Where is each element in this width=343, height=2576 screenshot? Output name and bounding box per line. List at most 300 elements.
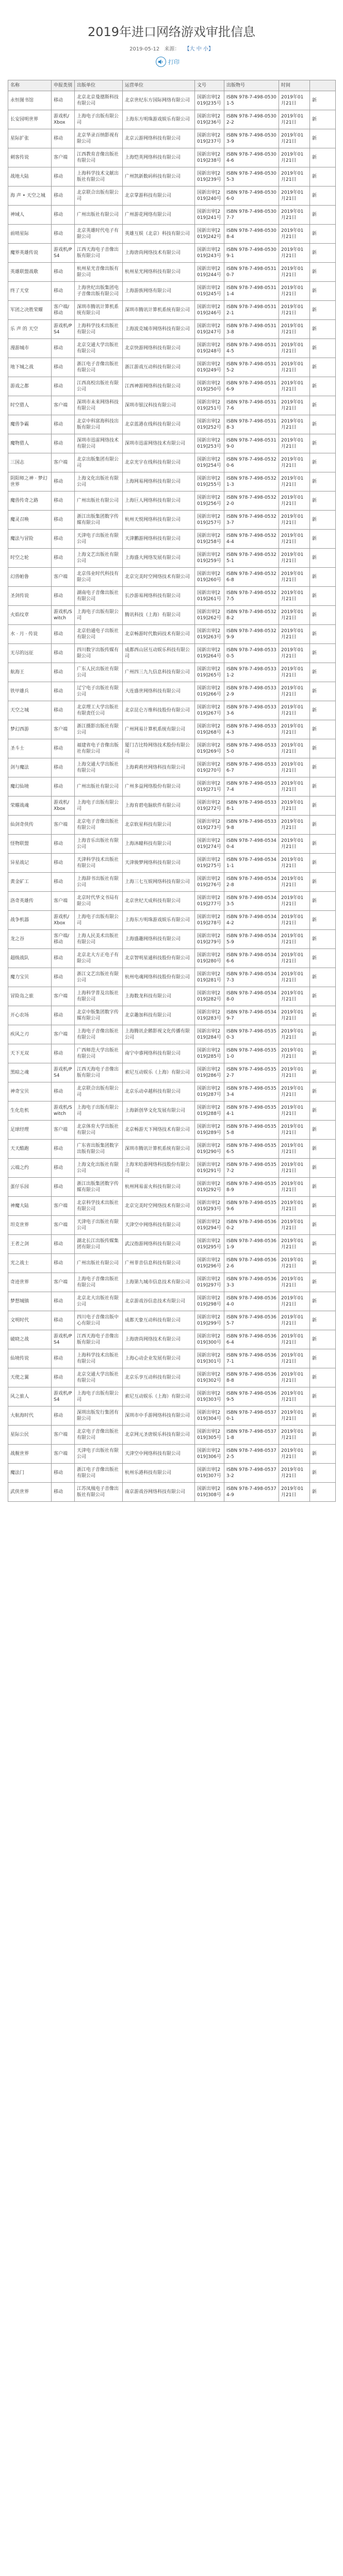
cell-category: 移动 (52, 949, 75, 968)
cell-category: 客户端/移动 (52, 930, 75, 949)
cell-publisher: 深圳出版发行集团有限公司 (75, 1406, 123, 1426)
cell-publisher: 北京交通大学出版社有限公司 (75, 339, 123, 358)
cell-name: 洛奇英雄传 (8, 892, 52, 911)
cell-date: 2019年01月21日 (279, 320, 310, 339)
table-row (8, 1159, 336, 1178)
cell-operator: 南京游戏谷网络科技有限公司 (123, 1483, 195, 1502)
cell-publisher: 浙江出版集团数字传媒有限公司 (75, 511, 123, 530)
cell-operator: 上海巨人网络科技有限公司 (123, 492, 195, 511)
cell-category: 移动 (52, 282, 75, 301)
table-row (8, 1063, 336, 1082)
cell-tag: 新 (310, 968, 336, 987)
cell-operator: 北京智明星通科技股份有限公司 (123, 949, 195, 968)
table-row (8, 1464, 336, 1483)
cell-tag: 新 (310, 1445, 336, 1464)
cell-operator: 上海新创华文化发展有限公司 (123, 1101, 195, 1121)
cell-operator: 天津空中网络科技有限公司 (123, 1216, 195, 1235)
table-row (8, 1387, 336, 1406)
cell-tag: 新 (310, 1311, 336, 1330)
cell-operator: 上海恺英网络科技有限公司 (123, 148, 195, 167)
cell-doc-no: 国新出审[2019]274号 (195, 835, 224, 854)
cell-publisher: 上海电子出版有限公司 (75, 796, 123, 816)
cell-tag: 新 (310, 758, 336, 777)
table-row (8, 606, 336, 625)
cell-operator: 北京掌游科技有限公司 (123, 187, 195, 206)
cell-publisher: 四川电子音像出版中心有限公司 (75, 1311, 123, 1330)
cell-date: 2019年01月21日 (279, 587, 310, 606)
cell-tag: 新 (310, 1273, 336, 1292)
cell-publisher: 北京中版集团数字传媒有限公司 (75, 1006, 123, 1025)
cell-operator: 北京云游网络科技有限公司 (123, 129, 195, 148)
cell-name: 神奇宝贝 (8, 1082, 52, 1101)
cell-operator: 上海育碧电脑软件有限公司 (123, 796, 195, 816)
cell-operator: 上海心动企业发展有限公司 (123, 1349, 195, 1368)
table-row (8, 1426, 336, 1445)
cell-category: 移动 (52, 777, 75, 796)
cell-tag: 新 (310, 796, 336, 816)
table-row (8, 148, 336, 167)
table-row (8, 320, 336, 339)
cell-date: 2019年01月21日 (279, 816, 310, 835)
cell-doc-no: 国新出审[2019]246号 (195, 301, 224, 320)
cell-name: 终了天堂 (8, 282, 52, 301)
cell-isbn: ISBN 978-7-498-05323-7 (224, 511, 279, 530)
cell-tag: 新 (310, 701, 336, 720)
cell-doc-no: 国新出审[2019]273号 (195, 816, 224, 835)
cell-name: 仙剑奇侠传 (8, 816, 52, 835)
table-row (8, 263, 336, 282)
cell-doc-no: 国新出审[2019]296号 (195, 1254, 224, 1273)
cell-name: 开心农场 (8, 1006, 52, 1025)
cell-tag: 新 (310, 1044, 336, 1063)
cell-doc-no: 国新出审[2019]286号 (195, 1063, 224, 1082)
cell-tag: 新 (310, 358, 336, 377)
cell-operator: 北京光宇在线科技有限公司 (123, 453, 195, 472)
cell-isbn: ISBN 978-7-498-05305-3 (224, 167, 279, 187)
cell-isbn: ISBN 978-7-498-05366-4 (224, 1330, 279, 1349)
cell-operator: 上海网易网络科技有限公司 (123, 472, 195, 492)
table-row (8, 415, 336, 434)
cell-name: 怪物联盟 (8, 835, 52, 854)
cell-doc-no: 国新出审[2019]250号 (195, 377, 224, 396)
cell-category: 移动 (52, 1292, 75, 1311)
publish-date: 2019-05-12 (129, 46, 160, 52)
cell-name: 文明时代 (8, 1311, 52, 1330)
cell-isbn: ISBN 978-7-498-05346-6 (224, 949, 279, 968)
cell-isbn: ISBN 978-7-498-05309-1 (224, 244, 279, 263)
cell-doc-no: 国新出审[2019]295号 (195, 1235, 224, 1254)
cell-operator: 北京游戏谷信息技术有限公司 (123, 1292, 195, 1311)
cell-publisher: 北京联合出版有限公司 (75, 1082, 123, 1101)
cell-isbn: ISBN 978-7-498-05312-1 (224, 301, 279, 320)
cell-name: 云端之约 (8, 1159, 52, 1178)
cell-category: 移动 (52, 263, 75, 282)
table-row (8, 1292, 336, 1311)
cell-doc-no: 国新出审[2019]272号 (195, 796, 224, 816)
cell-date: 2019年01月21日 (279, 1178, 310, 1197)
cell-category: 移动 (52, 835, 75, 854)
cell-category: 客户端 (52, 396, 75, 415)
cell-name: 星际公民 (8, 1426, 52, 1445)
table-row (8, 587, 336, 606)
cell-tag: 新 (310, 644, 336, 663)
cell-date: 2019年01月21日 (279, 1216, 310, 1235)
cell-isbn: ISBN 978-7-498-05348-0 (224, 987, 279, 1006)
cell-tag: 新 (310, 434, 336, 453)
cell-isbn: ISBN 978-7-498-05363-3 (224, 1273, 279, 1292)
cell-operator: 北京完美时空网络技术有限公司 (123, 1197, 195, 1216)
cell-category: 游戏机/PS4 (52, 1387, 75, 1406)
cell-date: 2019年01月21日 (279, 167, 310, 187)
cell-doc-no: 国新出审[2019]297号 (195, 1273, 224, 1292)
cell-name: 长安园明世界 (8, 110, 52, 129)
cell-date: 2019年01月21日 (279, 720, 310, 739)
cell-date: 2019年01月21日 (279, 1121, 310, 1140)
cell-isbn: ISBN 978-7-498-05351-0 (224, 1044, 279, 1063)
table-row (8, 511, 336, 530)
cell-category: 游戏机/Xbox (52, 796, 75, 816)
cell-isbn: ISBN 978-7-498-05340-4 (224, 835, 279, 854)
cell-publisher: 辽宁电子出版社有限公司 (75, 682, 123, 701)
cell-name: 光之战士 (8, 1254, 52, 1273)
table-row (8, 949, 336, 968)
print-control[interactable] (156, 57, 179, 67)
cell-name: 乐 声 的 天空 (8, 320, 52, 339)
cell-name: 时空猎人 (8, 396, 52, 415)
cell-tag: 新 (310, 320, 336, 339)
cell-name: 水 · 月 · 传说 (8, 625, 52, 644)
cell-date: 2019年01月21日 (279, 110, 310, 129)
cell-name: 天下无双 (8, 1044, 52, 1063)
cell-name: 神魔大陆 (8, 1197, 52, 1216)
cell-date: 2019年01月21日 (279, 1006, 310, 1025)
cell-operator: 深圳市迅雷网络技术有限公司 (123, 434, 195, 453)
font-size-toggle[interactable]: 【大 中 小】 (184, 46, 214, 52)
table-row (8, 492, 336, 511)
cell-date: 2019年01月21日 (279, 339, 310, 358)
cell-doc-no: 国新出审[2019]279号 (195, 930, 224, 949)
cell-doc-no: 国新出审[2019]257号 (195, 511, 224, 530)
cell-date: 2019年01月21日 (279, 568, 310, 587)
cell-name: 前哨星际 (8, 225, 52, 244)
cell-name: 魔兽争霸 (8, 415, 52, 434)
cell-date: 2019年01月21日 (279, 949, 310, 968)
cell-publisher: 广州出版社有限公司 (75, 492, 123, 511)
cell-date: 2019年01月21日 (279, 91, 310, 110)
article-meta (0, 44, 343, 52)
cell-name: 魔物猎人 (8, 434, 52, 453)
cell-operator: 上海盛趣网络科技有限公司 (123, 930, 195, 949)
cell-category: 移动 (52, 854, 75, 873)
speaker-icon[interactable] (156, 57, 166, 67)
cell-date: 2019年01月21日 (279, 358, 310, 377)
cell-tag: 新 (310, 1330, 336, 1349)
cell-tag: 新 (310, 263, 336, 282)
cell-tag: 新 (310, 187, 336, 206)
cell-isbn: ISBN 978-7-498-05328-2 (224, 606, 279, 625)
cell-isbn: ISBN 978-7-498-05357-2 (224, 1159, 279, 1178)
cell-isbn: ISBN 978-7-498-05341-1 (224, 854, 279, 873)
cell-publisher: 北京伟业时代科技有限公司 (75, 568, 123, 587)
cell-name: 战地大陆 (8, 167, 52, 187)
cell-doc-no: 国新出审[2019]270号 (195, 758, 224, 777)
cell-date: 2019年01月21日 (279, 187, 310, 206)
cell-name: 圣斗士 (8, 739, 52, 758)
table-row (8, 187, 336, 206)
cell-category: 移动 (52, 1368, 75, 1387)
cell-category: 移动 (52, 1006, 75, 1025)
cell-date: 2019年01月21日 (279, 739, 310, 758)
cell-doc-no: 国新出审[2019]261号 (195, 587, 224, 606)
cell-isbn: ISBN 978-7-498-05325-1 (224, 549, 279, 568)
table-row (8, 358, 336, 377)
cell-publisher: 北京体育大学出版社有限公司 (75, 1121, 123, 1140)
cell-date: 2019年01月21日 (279, 1063, 310, 1082)
cell-doc-no: 国新出审[2019]288号 (195, 1101, 224, 1121)
source-label: 来源： (164, 46, 180, 52)
cell-doc-no: 国新出审[2019]256号 (195, 492, 224, 511)
header-name: 名称 (8, 80, 52, 91)
cell-publisher: 广西师范大学出版社有限公司 (75, 1044, 123, 1063)
cell-category: 客户端 (52, 720, 75, 739)
cell-doc-no: 国新出审[2019]267号 (195, 701, 224, 720)
cell-tag: 新 (310, 930, 336, 949)
table-row (8, 1483, 336, 1502)
cell-date: 2019年01月21日 (279, 206, 310, 225)
cell-isbn: ISBN 978-7-498-05350-3 (224, 1025, 279, 1044)
cell-operator: 上海腾讯企鹅影视文化传播有限公司 (123, 1025, 195, 1044)
cell-date: 2019年01月21日 (279, 129, 310, 148)
cell-publisher: 天津电子出版社有限公司 (75, 1216, 123, 1235)
cell-operator: 上海波克城市网络科技有限公司 (123, 320, 195, 339)
cell-category: 移动 (52, 1159, 75, 1178)
cell-operator: 上海莉莉丝网络科技有限公司 (123, 758, 195, 777)
cell-publisher: 上海音乐出版社有限公司 (75, 835, 123, 854)
cell-doc-no: 国新出审[2019]271号 (195, 777, 224, 796)
cell-isbn: ISBN 978-7-498-05358-9 (224, 1178, 279, 1197)
cell-publisher: 北京时代华文书局有限公司 (75, 892, 123, 911)
cell-doc-no: 国新出审[2019]243号 (195, 244, 224, 263)
cell-category: 移动 (52, 625, 75, 644)
cell-category: 移动 (52, 129, 75, 148)
cell-publisher: 北京电子音像出版社有限公司 (75, 816, 123, 835)
cell-doc-no: 国新出审[2019]302号 (195, 1368, 224, 1387)
cell-tag: 新 (310, 1197, 336, 1216)
table-row (8, 206, 336, 225)
cell-category: 移动 (52, 1464, 75, 1483)
cell-publisher: 北京北大方正电子有限公司 (75, 949, 123, 968)
cell-publisher: 上海辞书出版社有限公司 (75, 873, 123, 892)
cell-operator: 北京昆仑万维科技股份有限公司 (123, 701, 195, 720)
cell-publisher: 深圳市未来网络科技有限公司 (75, 396, 123, 415)
cell-doc-no: 国新出审[2019]245号 (195, 282, 224, 301)
cell-tag: 新 (310, 606, 336, 625)
table-row (8, 434, 336, 453)
cell-tag: 新 (310, 148, 336, 167)
cell-category: 移动 (52, 339, 75, 358)
cell-doc-no: 国新出审[2019]298号 (195, 1292, 224, 1311)
cell-date: 2019年01月21日 (279, 225, 310, 244)
cell-tag: 新 (310, 587, 336, 606)
cell-publisher: 上海交通大学出版社有限公司 (75, 758, 123, 777)
cell-name: 天天酷跑 (8, 1140, 52, 1159)
print-label[interactable]: 打印 (168, 59, 179, 65)
cell-publisher: 上海人民美术出版社有限公司 (75, 930, 123, 949)
cell-isbn: ISBN 978-7-498-05349-7 (224, 1006, 279, 1025)
cell-isbn: ISBN 978-7-498-05339-8 (224, 816, 279, 835)
table-row (8, 911, 336, 930)
cell-date: 2019年01月21日 (279, 1445, 310, 1464)
cell-isbn: ISBN 978-7-498-05316-9 (224, 377, 279, 396)
cell-name: 魔兽传奇之路 (8, 492, 52, 511)
table-row (8, 1025, 336, 1044)
cell-tag: 新 (310, 1483, 336, 1502)
cell-date: 2019年01月21日 (279, 854, 310, 873)
cell-operator: 上海东方明珠游戏娱乐有限公司 (123, 911, 195, 930)
cell-tag: 新 (310, 1235, 336, 1254)
cell-category: 移动 (52, 1254, 75, 1273)
cell-operator: 深圳市腾讯计算机系统有限公司 (123, 301, 195, 320)
cell-tag: 新 (310, 225, 336, 244)
cell-date: 2019年01月21日 (279, 415, 310, 434)
cell-isbn: ISBN 978-7-498-05303-9 (224, 129, 279, 148)
cell-doc-no: 国新出审[2019]305号 (195, 1426, 224, 1445)
cell-category: 移动 (52, 511, 75, 530)
cell-publisher: 江苏凤凰电子音像出版社有限公司 (75, 1483, 123, 1502)
cell-category: 移动 (52, 434, 75, 453)
cell-name: 航海王 (8, 663, 52, 682)
cell-doc-no: 国新出审[2019]236号 (195, 110, 224, 129)
cell-date: 2019年01月21日 (279, 282, 310, 301)
cell-publisher: 浙江出版集团数字传媒有限公司 (75, 1178, 123, 1197)
cell-name: 魔力宝贝 (8, 968, 52, 987)
cell-operator: 上海唐尚网络技术有限公司 (123, 1330, 195, 1349)
cell-name: 坦克世界 (8, 1216, 52, 1235)
cell-category: 移动 (52, 682, 75, 701)
cell-tag: 新 (310, 549, 336, 568)
cell-date: 2019年01月21日 (279, 968, 310, 987)
cell-doc-no: 国新出审[2019]247号 (195, 320, 224, 339)
cell-publisher: 浙江摄影出版社有限公司 (75, 720, 123, 739)
cell-isbn: ISBN 978-7-498-05302-2 (224, 110, 279, 129)
cell-date: 2019年01月21日 (279, 1483, 310, 1502)
cell-tag: 新 (310, 1159, 336, 1178)
table-row (8, 453, 336, 472)
header-isbn: 出版物号 (224, 80, 279, 91)
cell-publisher: 北京北京曼德斯科技有限公司 (75, 91, 123, 110)
cell-isbn: ISBN 978-7-498-05370-1 (224, 1406, 279, 1426)
cell-isbn: ISBN 978-7-498-05364-0 (224, 1292, 279, 1311)
cell-category: 移动 (52, 167, 75, 187)
cell-tag: 新 (310, 339, 336, 358)
cell-date: 2019年01月21日 (279, 377, 310, 396)
cell-publisher: 北京英雄时代电子有限公司 (75, 225, 123, 244)
cell-doc-no: 国新出审[2019]301号 (195, 1349, 224, 1368)
cell-name: 铁甲雄兵 (8, 682, 52, 701)
cell-name: 荣耀战魂 (8, 796, 52, 816)
cell-doc-no: 国新出审[2019]306号 (195, 1445, 224, 1464)
cell-isbn: ISBN 978-7-498-05308-4 (224, 225, 279, 244)
cell-date: 2019年01月21日 (279, 873, 310, 892)
cell-publisher: 北京北大出版社有限公司 (75, 1292, 123, 1311)
cell-publisher: 天津电子出版社有限公司 (75, 530, 123, 549)
cell-publisher: 深圳市腾讯计算机系统有限公司 (75, 301, 123, 320)
cell-isbn: ISBN 978-7-498-05306-0 (224, 187, 279, 206)
cell-isbn: ISBN 978-7-498-05307-7 (224, 206, 279, 225)
cell-doc-no: 国新出审[2019]300号 (195, 1330, 224, 1349)
cell-category: 移动 (52, 225, 75, 244)
cell-name: 冒险岛之旅 (8, 987, 52, 1006)
cell-doc-no: 国新出审[2019]308号 (195, 1483, 224, 1502)
cell-publisher: 上海电子出版有限公司 (75, 1101, 123, 1121)
cell-operator: 索尼互动娱乐（上海）有限公司 (123, 1063, 195, 1082)
cell-category: 游戏机/Switch (52, 606, 75, 625)
cell-name: 军团之决胜荣耀 (8, 301, 52, 320)
table-row (8, 167, 336, 187)
cell-name: 黑暗之魂 (8, 1063, 52, 1082)
cell-operator: 北京趣加科技有限公司 (123, 1006, 195, 1025)
cell-operator: 上海数龙科技有限公司 (123, 987, 195, 1006)
cell-date: 2019年01月21日 (279, 511, 310, 530)
cell-publisher: 北京出版集团有限公司 (75, 453, 123, 472)
cell-category: 移动 (52, 1235, 75, 1254)
cell-doc-no: 国新出审[2019]268号 (195, 720, 224, 739)
cell-date: 2019年01月21日 (279, 1101, 310, 1121)
cell-publisher: 上海电子音像出版社有限公司 (75, 1025, 123, 1044)
cell-category: 移动 (52, 644, 75, 663)
cell-publisher: 上海科学技术出版社有限公司 (75, 1349, 123, 1368)
cell-publisher: 江西天海电子音像出版有限公司 (75, 1330, 123, 1349)
cell-name: 三国志 (8, 453, 52, 472)
cell-doc-no: 国新出审[2019]292号 (195, 1178, 224, 1197)
table-row (8, 816, 336, 835)
cell-tag: 新 (310, 1349, 336, 1368)
cell-tag: 新 (310, 530, 336, 549)
cell-isbn: ISBN 978-7-498-05356-5 (224, 1140, 279, 1159)
cell-publisher: 上海科学技术出版社有限公司 (75, 320, 123, 339)
cell-category: 客户端 (52, 1273, 75, 1292)
cell-tag: 新 (310, 492, 336, 511)
cell-date: 2019年01月21日 (279, 1464, 310, 1483)
cell-isbn: ISBN 978-7-498-05326-8 (224, 568, 279, 587)
cell-isbn: ISBN 978-7-498-05352-7 (224, 1063, 279, 1082)
cell-tag: 新 (310, 777, 336, 796)
cell-operator: 杭州星光网络科技有限公司 (123, 263, 195, 282)
cell-tag: 新 (310, 511, 336, 530)
cell-doc-no: 国新出审[2019]284号 (195, 1025, 224, 1044)
cell-publisher: 上海文艺出版社有限公司 (75, 549, 123, 568)
cell-doc-no: 国新出审[2019]258号 (195, 530, 224, 549)
table-row (8, 377, 336, 396)
cell-tag: 新 (310, 1025, 336, 1044)
cell-date: 2019年01月21日 (279, 777, 310, 796)
cell-operator: 天津骏梦网络科技有限公司 (123, 854, 195, 873)
cell-operator: 北京完美时空网络技术有限公司 (123, 568, 195, 587)
cell-name: 大航海时代 (8, 1406, 52, 1426)
cell-date: 2019年01月21日 (279, 1025, 310, 1044)
table-row (8, 682, 336, 701)
cell-category: 游戏机/PS4 (52, 244, 75, 263)
cell-isbn: ISBN 978-7-498-05353-4 (224, 1082, 279, 1101)
cell-name: 生化危机 (8, 1101, 52, 1121)
table-row (8, 530, 336, 549)
cell-isbn: ISBN 978-7-498-05332-9 (224, 682, 279, 701)
cell-tag: 新 (310, 663, 336, 682)
cell-isbn: ISBN 978-7-498-05329-9 (224, 625, 279, 644)
cell-isbn: ISBN 978-7-498-05324-4 (224, 530, 279, 549)
cell-isbn: ISBN 978-7-498-05330-5 (224, 644, 279, 663)
cell-date: 2019年01月21日 (279, 1159, 310, 1178)
